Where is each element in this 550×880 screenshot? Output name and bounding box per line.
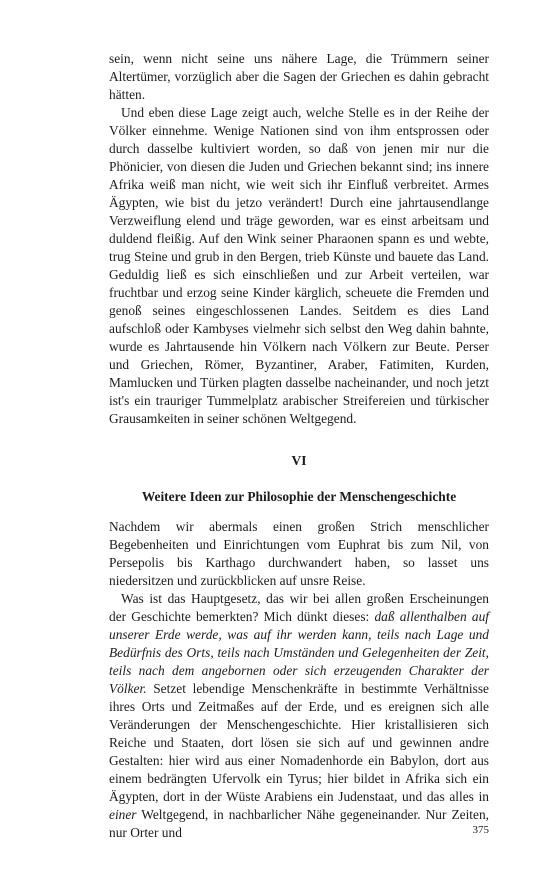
page-body xyxy=(109,50,489,842)
paragraph-egypt: Und eben diese Lage zeigt auch, welche Stelle es in der Reihe der Völker einnehme. Wenige Nationen sind von ihm entsprossen oder durch dasselbe kultiviert worden, so daß von jenen mir nur die Phönicier, von diesen die Juden und Griechen bekannt sind; ins innere Afrika weiß man nicht, wie weit sich ihr Einfluß verbreitet. Armes Ägypten, wie bist du jetzo verändert! Durch eine jahrtausendlange Verzweiflung elend und träge geworden, war es einst arbeitsam und duldend fleißig. Auf den Wink seiner Pharaonen spann es und webte, trug Steine und grub in den Bergen, trieb Künste und bauete das Land. Geduldig ließ es sich einschließen und zur Arbeit verteilen, war fruchtbar und erzog seine Kinder kärglich, scheuete die Fremden und genoß seines eingeschlossenen Landes. Seitdem es dies Land aufschloß oder Kambyses vielmehr sich selbst den Weg dahin bahnte, wurde es Jahrtausende hin Völkern nach Völkern zur Beute. Perser und Griechen, Römer, Byzantiner, Araber, Fatimiten, Kurden, Mamlucken und Türken plagten dasselbe nacheinander, und noch jetzt ist's ein trauriger Tummelplatz arabischer Streifereien und türkischer Grausamkeiten in seiner schönen Weltgegend. xyxy=(109,105,489,426)
section-title: Weitere Ideen zur Philosophie der Menschengeschichte xyxy=(141,489,457,504)
text-run: Weltgegend, in nachbarlicher Nähe gegeneinander. Nur Zeiten, nur Orter und xyxy=(109,807,489,840)
italic-run: daß allenthalben auf unserer Erde werde, was auf ihr werden kann, teils nach Lage und Bedürfnis des Orts, teils nach Umständen und Gelegenheiten der Zeit, teils nach dem angebornen oder sich erzeugenden Charakter der Völker. xyxy=(109,609,489,696)
page-number: 375 xyxy=(472,824,489,836)
text-run: Setzet lebendige Menschenkräfte in bestimmte Verhältnisse ihres Orts und Zeitmaßes auf der Erde, und es ereignen sich alle Veränderungen der Menschengeschichte. Hier kristallisieren sich Reiche und Staaten, dort lösen sie sich auf und gewinnen andre Gestalten: hier wird aus einer Nomadenhorde ein Babylon, dort aus einem bedrängten Ufervolk ein Tyrus; hier bildet in Afrika sich ein Ägypten, dort in der Wüste Arabiens ein Judenstaat, und das alles in xyxy=(109,681,489,804)
section-number: VI xyxy=(291,453,307,468)
text-run: Was ist das Hauptgesetz, das wir bei allen großen Erscheinungen der Geschichte bemerkten? Mich dünkt dieses: xyxy=(109,591,489,624)
italic-run: einer xyxy=(109,807,137,822)
paragraph-main-law xyxy=(109,590,489,842)
paragraph-continued: sein, wenn nicht seine uns nähere Lage, die Trümmern seiner Altertümer, vorzüglich aber die Sagen der Griechen es dahin gebracht hätten. xyxy=(109,51,489,102)
paragraph-intro: Nachdem wir abermals einen großen Strich menschlicher Begebenheiten und Einrichtungen vom Euphrat bis zum Nil, von Persepolis bis Karthago durchwandert haben, so lasset uns niedersitzen und zurückblicken auf unsre Reise. xyxy=(109,519,489,588)
